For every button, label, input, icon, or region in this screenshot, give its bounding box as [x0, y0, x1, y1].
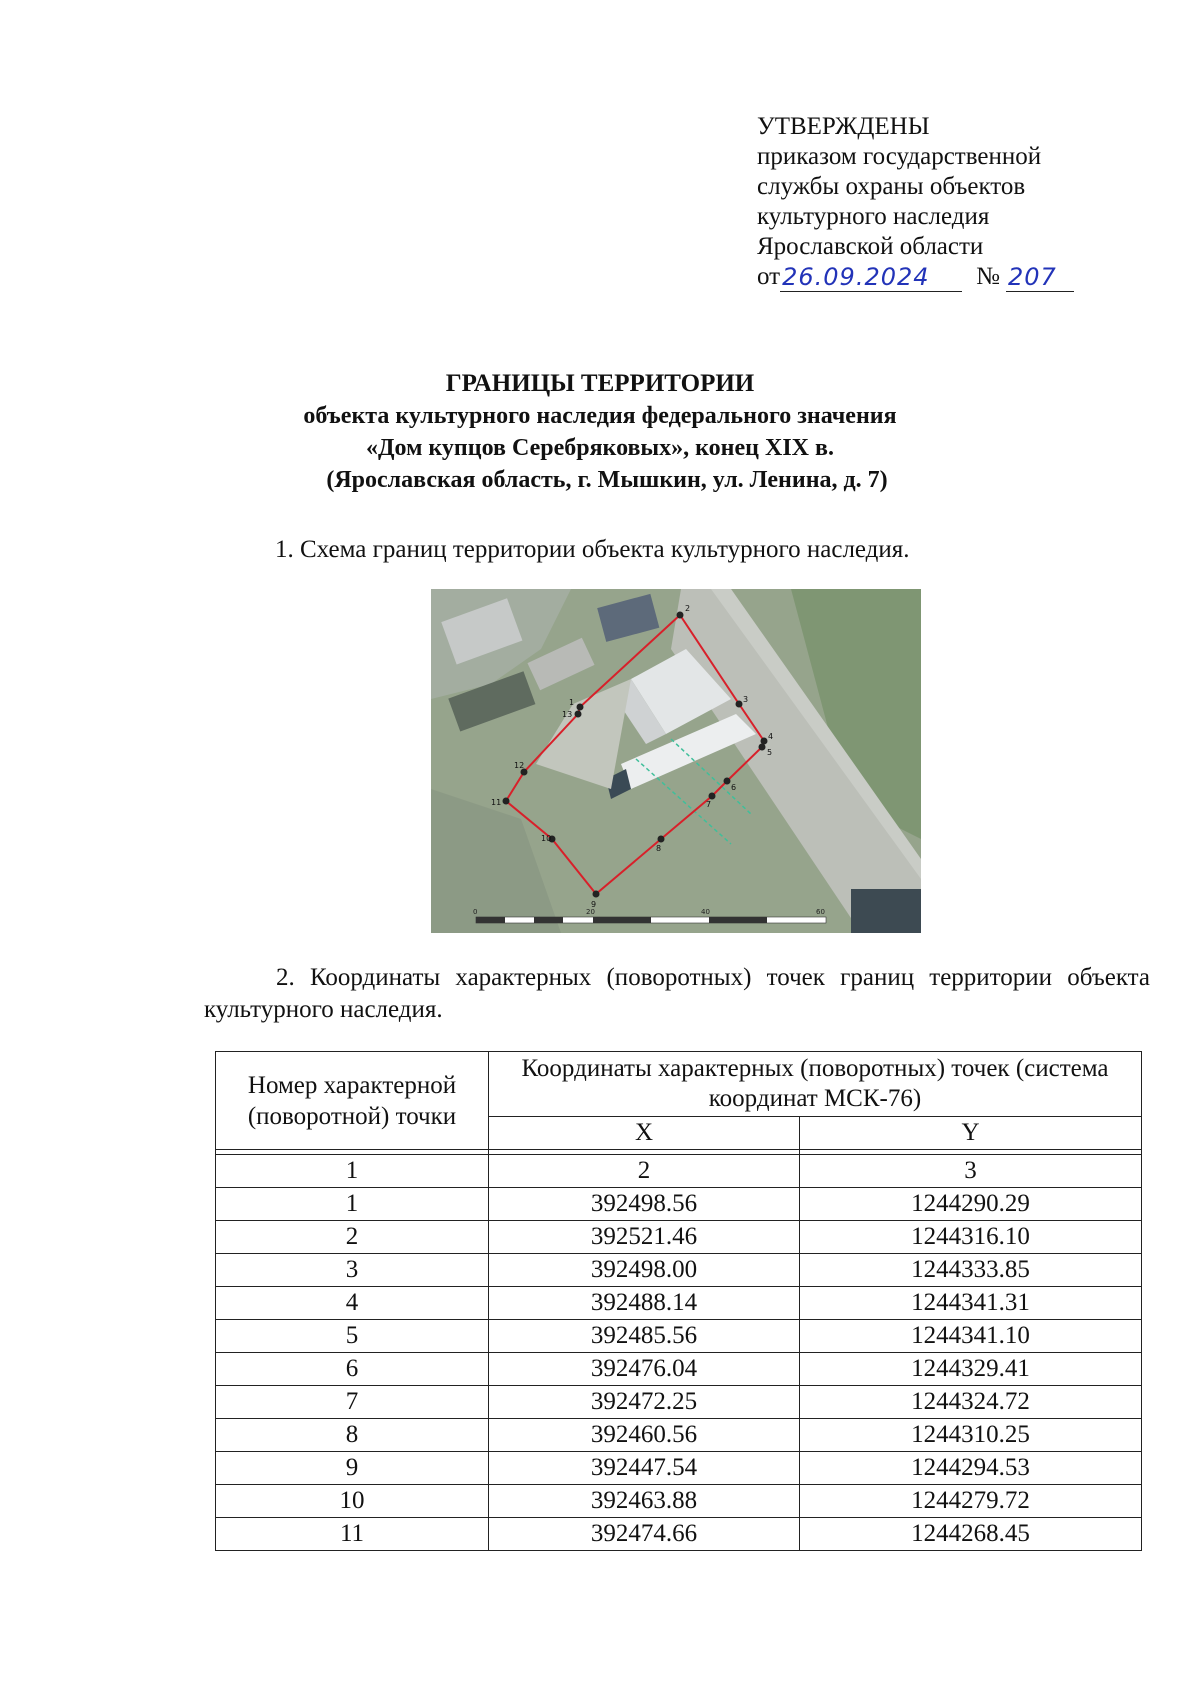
- table-header-row: [216, 1052, 1142, 1117]
- cell-y: 1244316.10: [800, 1221, 1142, 1254]
- scale-label: 60: [816, 908, 825, 916]
- cell-point: 8: [216, 1419, 489, 1452]
- cell-y: 1244294.53: [800, 1452, 1142, 1485]
- boundary-point: [761, 738, 768, 745]
- handwritten-date: 26.09.2024: [780, 263, 962, 292]
- cell-y: 1244268.45: [800, 1518, 1142, 1551]
- boundary-point: [677, 612, 684, 619]
- approval-title: УТВЕРЖДЕНЫ: [757, 113, 930, 140]
- cell-y: 1244279.72: [800, 1485, 1142, 1518]
- cell-x: 392498.00: [489, 1254, 800, 1287]
- cell-point: 2: [216, 1221, 489, 1254]
- approval-line-3: службы охраны объектов: [757, 173, 1026, 200]
- table-row: [216, 1188, 1142, 1221]
- approval-line-2: приказом государственной: [757, 143, 1042, 170]
- point-label: 5: [767, 748, 773, 757]
- header-y: Y: [800, 1117, 1142, 1150]
- cell-y: 1244290.29: [800, 1188, 1142, 1221]
- number-sign: №: [976, 263, 1000, 290]
- table-row: [216, 1353, 1142, 1386]
- cell-point: 7: [216, 1386, 489, 1419]
- boundary-point: [503, 798, 510, 805]
- table-row: [216, 1485, 1142, 1518]
- point-label: 10: [541, 834, 552, 843]
- header-coordinates: Координаты характерных (поворотных) точек (система координат МСК-76): [489, 1052, 1142, 1117]
- title-subtitle-1: объекта культурного наследия федерального значения: [303, 403, 897, 429]
- boundary-point: [575, 711, 582, 718]
- cell-x: 392485.56: [489, 1320, 800, 1353]
- cell-point: 1: [216, 1188, 489, 1221]
- point-label: 4: [768, 732, 774, 741]
- index-cell: 3: [800, 1155, 1142, 1188]
- cell-point: 10: [216, 1485, 489, 1518]
- approval-line-4: культурного наследия: [757, 203, 990, 230]
- table-row: [216, 1419, 1142, 1452]
- cell-x: 392472.25: [489, 1386, 800, 1419]
- boundary-point: [709, 793, 716, 800]
- cell-x: 392488.14: [489, 1287, 800, 1320]
- cell-x: 392447.54: [489, 1452, 800, 1485]
- index-cell: 2: [489, 1155, 800, 1188]
- cell-point: 5: [216, 1320, 489, 1353]
- cell-point: 6: [216, 1353, 489, 1386]
- date-prefix: от: [757, 263, 781, 290]
- table-index-row: [216, 1155, 1142, 1188]
- table-row: [216, 1221, 1142, 1254]
- point-label: 13: [562, 710, 573, 719]
- cell-point: 3: [216, 1254, 489, 1287]
- cell-point: 11: [216, 1518, 489, 1551]
- point-label: 1: [569, 698, 575, 707]
- cell-x: 392476.04: [489, 1353, 800, 1386]
- cell-x: 392460.56: [489, 1419, 800, 1452]
- table-row: [216, 1287, 1142, 1320]
- title-subtitle-2: «Дом купцов Серебряковых», конец XIX в.: [366, 435, 834, 461]
- section-2-heading: 2. Координаты характерных (поворотных) точек границ территории объекта культурного наследия.: [204, 964, 1150, 1023]
- cell-y: 1244333.85: [800, 1254, 1142, 1287]
- point-label: 7: [706, 800, 712, 809]
- boundary-point: [759, 744, 766, 751]
- boundary-point: [658, 836, 665, 843]
- index-cell: 1: [216, 1155, 489, 1188]
- cell-y: 1244341.10: [800, 1320, 1142, 1353]
- cell-y: 1244324.72: [800, 1386, 1142, 1419]
- section-1-heading: 1. Схема границ территории объекта культурного наследия.: [275, 536, 910, 563]
- coordinates-table: [215, 1051, 1142, 1551]
- point-label: 3: [743, 695, 749, 704]
- point-label: 11: [491, 798, 502, 807]
- boundary-point: [577, 704, 584, 711]
- cell-y: 1244329.41: [800, 1353, 1142, 1386]
- scale-label: 40: [701, 908, 710, 916]
- title-main: ГРАНИЦЫ ТЕРРИТОРИИ: [445, 370, 755, 397]
- approval-line-5: Ярославской области: [757, 233, 984, 260]
- boundary-scheme-map: [431, 589, 921, 933]
- boundary-point: [724, 778, 731, 785]
- table-row: [216, 1386, 1142, 1419]
- scale-label: 20: [586, 908, 595, 916]
- point-label: 6: [731, 783, 737, 792]
- point-label: 8: [656, 844, 662, 853]
- boundary-point: [593, 891, 600, 898]
- header-x: X: [489, 1117, 800, 1150]
- approval-stamp: [757, 112, 1117, 292]
- table-row: [216, 1452, 1142, 1485]
- cell-x: 392463.88: [489, 1485, 800, 1518]
- cell-x: 392474.66: [489, 1518, 800, 1551]
- cell-point: 4: [216, 1287, 489, 1320]
- cell-y: 1244341.31: [800, 1287, 1142, 1320]
- approval-date-row: [757, 262, 1117, 292]
- document-title: [150, 368, 1050, 496]
- cell-point: 9: [216, 1452, 489, 1485]
- point-label: 12: [514, 761, 525, 770]
- title-address: (Ярославская область, г. Мышкин, ул. Ленина, д. 7): [326, 467, 888, 493]
- handwritten-number: 207: [1006, 263, 1074, 292]
- scale-label: 0: [473, 908, 478, 916]
- table-row: [216, 1518, 1142, 1551]
- cell-x: 392498.56: [489, 1188, 800, 1221]
- cell-y: 1244310.25: [800, 1419, 1142, 1452]
- boundary-point: [736, 701, 743, 708]
- table-row: [216, 1254, 1142, 1287]
- point-label: 2: [685, 604, 691, 613]
- map-canvas: [431, 589, 921, 933]
- point-label: 9: [591, 900, 597, 909]
- table-row: [216, 1320, 1142, 1353]
- cell-x: 392521.46: [489, 1221, 800, 1254]
- header-point-number: Номер характерной (поворотной) точки: [216, 1052, 489, 1150]
